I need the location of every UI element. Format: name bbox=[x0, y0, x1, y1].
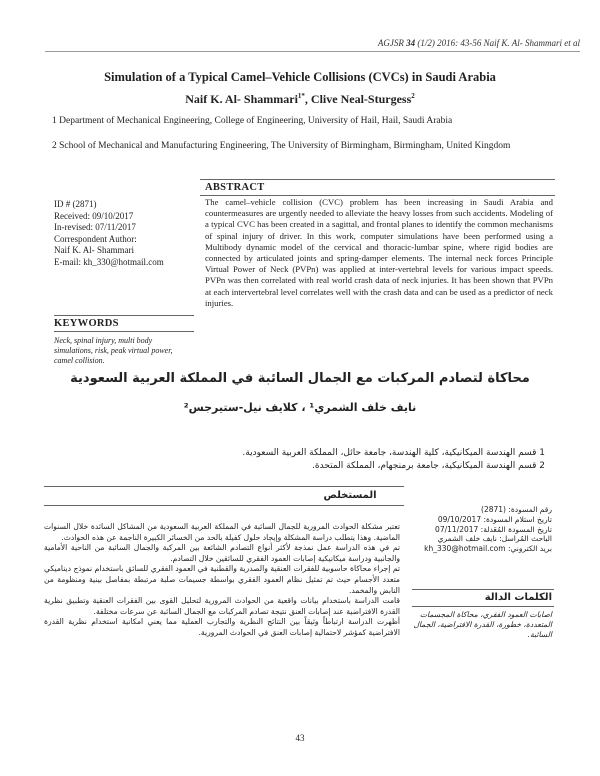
author-2-sup: 2 bbox=[411, 92, 415, 100]
submission-meta bbox=[54, 199, 164, 268]
meta-in-revised: In-revised: 07/11/2017 bbox=[54, 222, 136, 232]
arabic-abstract-para-1: تعتبر مشكلة الحوادث المرورية للجمال السائبة في المملكة العربية السعودية من المشاكل السائدة خلال السنوات الماضية. وهذا يتطلب دراسة المشكلة وإيجاد حلول كفيلة بالحد من الخسائر الكبيرة الناجمة عن هذه الحوادث. bbox=[44, 522, 400, 542]
arabic-abstract-top-rule bbox=[44, 486, 404, 487]
author-1: Naif K. Al- Shammari bbox=[185, 92, 298, 106]
meta-received: Received: 09/10/2017 bbox=[54, 210, 134, 221]
affiliation-1: 1 Department of Mechanical Engineering, College of Engineering, University of Hail, Hail, Saudi Arabia bbox=[52, 116, 453, 126]
keywords-top-rule bbox=[54, 315, 194, 316]
author-separator: , bbox=[304, 92, 311, 106]
author-2: Clive Neal-Sturgess bbox=[310, 92, 412, 106]
arabic-affiliation-1: 1 قسم الهندسة الميكانيكية، كلية الهندسة، جامعة حائل، المملكة العربية السعودية. bbox=[242, 448, 545, 458]
meta-id: ID # (2871) bbox=[54, 199, 97, 209]
paper-authors bbox=[0, 92, 600, 107]
arabic-abstract-para-4: قامت الدراسة باستخدام بيانات واقعية من الحوادث المرورية لتحليل القوى بين الفقرات العنقية وتطبيق نظرية القدرة الافتراضية عند إصابات العنق نتيجة تصادم المركبات مع الجمال السائبة عن سرعات مختلفة. bbox=[44, 596, 400, 616]
journal-volume: 34 bbox=[406, 38, 416, 48]
journal-issue-pages: (1/2) 2016: 43-56 Naif K. Al- Shammari bbox=[417, 38, 562, 48]
meta-correspondent-name: Naif K. Al- Shammari bbox=[54, 245, 134, 255]
arabic-abstract-heading-rule bbox=[44, 505, 404, 506]
header-rule bbox=[45, 51, 580, 52]
abstract-text: The camel–vehicle collision (CVC) problem has been increasing in Saudi Arabia and countermeasures are urgently needed to alleviate the heavy losses from such accidents. Modeling of a typical CVC has been created in a sagittal, and frontal planes to identify the common mechanisms of spinal injury of driver. In this work, computer simulations have been performed using a Multibody dynamic model of the cervical and thoracic-lumbar spine, where rigid bodies are connected by articulated joints and spring-damper elements. The internal neck forces Principle Virtual Power of Neck (PVPn) was applied at inter-vertebral levels for various impact speeds. PVPn was then correlated with real world crash data of neck injuries. It has been shown that PVPn at each intervertebral level correlates well with the crash data and can be used as a predictor of neck injuries. bbox=[205, 197, 553, 308]
arabic-submission-meta bbox=[412, 505, 552, 554]
arabic-meta-id: رقم المسودة: (2871) bbox=[481, 505, 552, 514]
meta-email: E-mail: kh_330@hotmail.com bbox=[54, 256, 164, 267]
arabic-meta-revised: تاريخ المسودة المُعَدلة: 07/11/2017 bbox=[435, 524, 552, 534]
arabic-abstract-para-5: أظهرت الدراسة ارتباطاً وثيقاً بين النتائج النظرية والتجارب العملية مما يعني امكانية استخدام نظرية القدرة الافتراضية كمؤشر لاحتمالية إصابات العنق في الحوادث المرورية. bbox=[44, 617, 400, 637]
arabic-keywords-top-rule bbox=[412, 589, 554, 590]
journal-etal: et al bbox=[564, 38, 580, 48]
arabic-abstract-para-2: تم في هذه الدراسة عمل نمذجة لأكثر أنواع التصادم الشائعة بين المركبة والجمال السائبة من الناحية الأمامية والجانبية ودراسة ميكانيكية إصابات العمود الفقري للسائقين خلال التصادم. bbox=[44, 543, 400, 563]
abstract-top-rule bbox=[200, 179, 555, 180]
journal-header bbox=[378, 38, 580, 48]
paper-title: Simulation of a Typical Camel–Vehicle Collisions (CVCs) in Saudi Arabia bbox=[104, 70, 496, 84]
author-1-sup: 1* bbox=[297, 92, 305, 100]
abstract-heading-rule bbox=[200, 195, 555, 196]
arabic-affiliation-2: 2 قسم الهندسة الميكانيكية، جامعة برمنجهام، المملكة المتحدة. bbox=[312, 461, 545, 471]
meta-correspondent-label: Correspondent Author: bbox=[54, 233, 137, 244]
arabic-keywords-heading-rule bbox=[412, 606, 554, 607]
keywords-text: Neck, spinal injury, multi body simulations, risk, peak virtual power, camel collision. bbox=[54, 336, 173, 365]
arabic-keywords-heading: الكلمات الدالة bbox=[484, 592, 552, 603]
journal-prefix: AGJSR bbox=[377, 38, 404, 48]
keywords-heading: KEYWORDS bbox=[54, 318, 119, 329]
keywords-heading-rule bbox=[54, 331, 194, 332]
arabic-title: محاكاة لتصادم المركبات مع الجمال السائبة في المملكة العربية السعودية bbox=[70, 371, 530, 386]
arabic-meta-correspondent: الباحث المُراسل: نايف خلف الشمري bbox=[437, 534, 552, 544]
arabic-meta-received: تاريخ استلام المسودة: 09/10/2017 bbox=[437, 514, 552, 524]
abstract-heading: ABSTRACT bbox=[205, 182, 265, 193]
arabic-abstract-para-3: تم إجراء محاكاة حاسوبية للفقرات العنقية والصدرية والقطنية في العمود الفقري للسائق باستخدام نموذج ديناميكي متعدد الأجسام حيث تم تمثيل نظام العمود الفقري بواسطة جسيمات صلبة مرتبطة بمفاصل بينية ومنظومة من النابض والمخمد. bbox=[44, 564, 400, 595]
arabic-authors: نايف خلف الشمري¹ ، كلايف نيل-ستيرجس² bbox=[183, 401, 417, 414]
arabic-abstract bbox=[44, 522, 400, 639]
arabic-abstract-heading: المستخلص bbox=[323, 490, 377, 501]
arabic-meta-email: بريد الكتروني: kh_330@hotmail.com bbox=[424, 544, 552, 554]
affiliation-2: 2 School of Mechanical and Manufacturing Engineering, The University of Birmingham, Birmingham, United Kingdom bbox=[52, 141, 511, 151]
arabic-keywords-text: اصابات العمود الفقري، محاكاة المجسمات المتعددة، خطورة، القدرة الافتراضية، الجمال السائبة. bbox=[413, 610, 552, 640]
page-number: 43 bbox=[295, 733, 305, 743]
